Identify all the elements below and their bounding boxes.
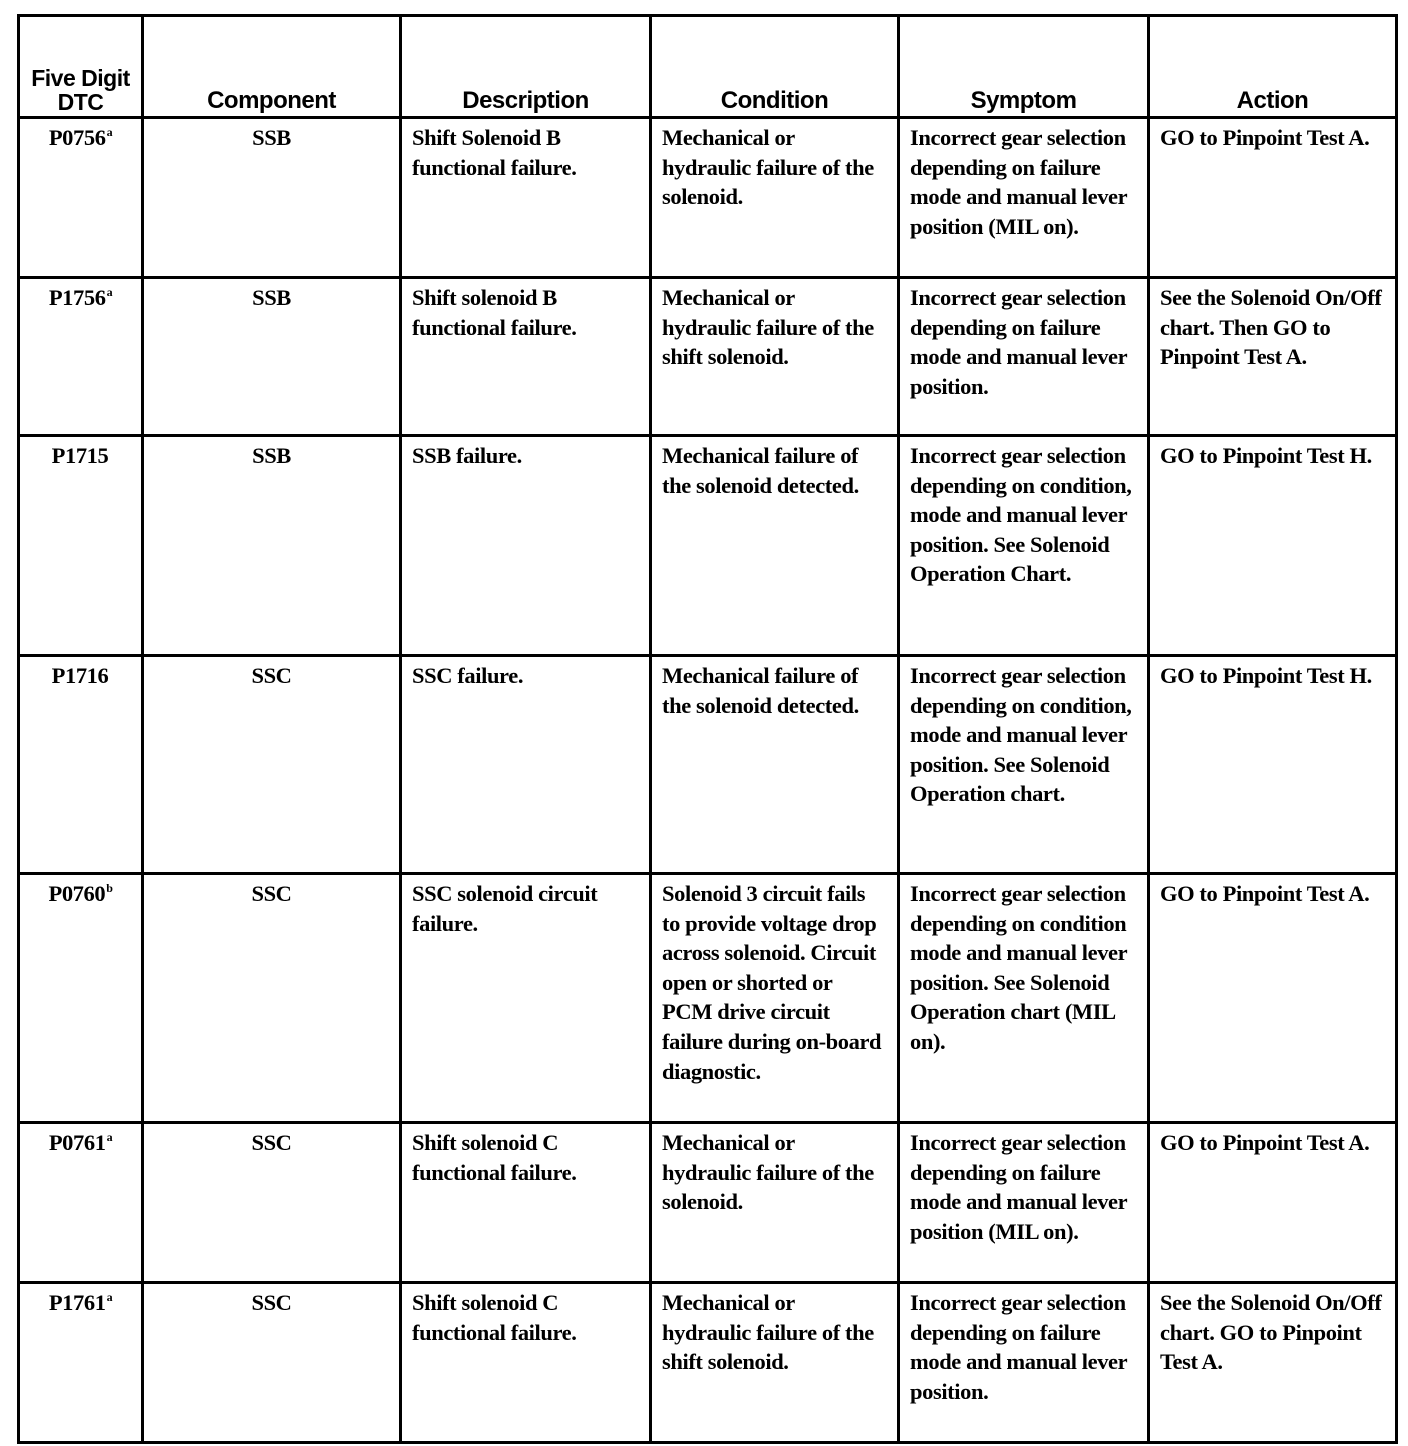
table-row	[19, 1123, 1397, 1283]
header-component: Component	[143, 16, 401, 118]
table-row	[19, 656, 1397, 874]
dtc-code: P0760	[48, 881, 106, 906]
action-cell: See the Solenoid On/Off chart. GO to Pinpoint Test A.	[1149, 1283, 1397, 1443]
footnote-marker: a	[106, 1130, 113, 1144]
symptom-cell: Incorrect gear selection depending on condition mode and manual lever position. See Solenoid Operation chart (MIL on).	[899, 874, 1149, 1123]
dtc-code: P1756	[48, 285, 106, 310]
condition-cell: Mechanical or hydraulic failure of the shift solenoid.	[651, 278, 899, 436]
description-cell: Shift Solenoid B functional failure.	[401, 118, 651, 278]
dtc-cell	[19, 436, 143, 656]
symptom-cell: Incorrect gear selection depending on failure mode and manual lever position.	[899, 278, 1149, 436]
dtc-cell	[19, 118, 143, 278]
table-row	[19, 118, 1397, 278]
dtc-code: P1716	[51, 663, 109, 688]
condition-cell: Mechanical or hydraulic failure of the solenoid.	[651, 1123, 899, 1283]
action-cell: GO to Pinpoint Test H.	[1149, 436, 1397, 656]
component-cell: SSC	[143, 874, 401, 1123]
description-cell: Shift solenoid B functional failure.	[401, 278, 651, 436]
symptom-cell: Incorrect gear selection depending on failure mode and manual lever position.	[899, 1283, 1149, 1443]
symptom-cell: Incorrect gear selection depending on condition, mode and manual lever position. See Solenoid Operation chart.	[899, 656, 1149, 874]
description-cell: SSC solenoid circuit failure.	[401, 874, 651, 1123]
dtc-table	[17, 14, 1398, 1444]
component-cell: SSB	[143, 436, 401, 656]
symptom-cell: Incorrect gear selection depending on condition, mode and manual lever position. See Solenoid Operation Chart.	[899, 436, 1149, 656]
condition-cell: Mechanical or hydraulic failure of the shift solenoid.	[651, 1283, 899, 1443]
symptom-cell: Incorrect gear selection depending on failure mode and manual lever position (MIL on).	[899, 1123, 1149, 1283]
footnote-marker: b	[106, 881, 113, 895]
component-cell: SSC	[143, 1283, 401, 1443]
footnote-marker: a	[106, 125, 113, 139]
description-cell: Shift solenoid C functional failure.	[401, 1123, 651, 1283]
condition-cell: Mechanical failure of the solenoid detected.	[651, 656, 899, 874]
condition-cell: Mechanical failure of the solenoid detected.	[651, 436, 899, 656]
dtc-code: P1715	[51, 443, 109, 468]
dtc-code: P1761	[48, 1290, 106, 1315]
component-cell: SSC	[143, 1123, 401, 1283]
header-action: Action	[1149, 16, 1397, 118]
dtc-cell	[19, 1283, 143, 1443]
table-row	[19, 436, 1397, 656]
action-cell: GO to Pinpoint Test A.	[1149, 118, 1397, 278]
action-cell: GO to Pinpoint Test H.	[1149, 656, 1397, 874]
table-row	[19, 1283, 1397, 1443]
dtc-cell	[19, 656, 143, 874]
footnote-marker: a	[106, 1290, 113, 1304]
header-symptom: Symptom	[899, 16, 1149, 118]
component-cell: SSC	[143, 656, 401, 874]
footnote-marker: a	[106, 285, 113, 299]
dtc-cell	[19, 1123, 143, 1283]
condition-cell: Mechanical or hydraulic failure of the solenoid.	[651, 118, 899, 278]
dtc-cell	[19, 278, 143, 436]
header-description: Description	[401, 16, 651, 118]
component-cell: SSB	[143, 118, 401, 278]
component-cell: SSB	[143, 278, 401, 436]
action-cell: See the Solenoid On/Off chart. Then GO to Pinpoint Test A.	[1149, 278, 1397, 436]
dtc-code: P0761	[48, 1130, 106, 1155]
condition-cell: Solenoid 3 circuit fails to provide voltage drop across solenoid. Circuit open or shorted or PCM drive circuit failure during on-board diagnostic.	[651, 874, 899, 1123]
description-cell: SSB failure.	[401, 436, 651, 656]
description-cell: SSC failure.	[401, 656, 651, 874]
dtc-cell	[19, 874, 143, 1123]
action-cell: GO to Pinpoint Test A.	[1149, 1123, 1397, 1283]
header-five-digit-dtc: Five Digit DTC	[19, 16, 143, 118]
symptom-cell: Incorrect gear selection depending on failure mode and manual lever position (MIL on).	[899, 118, 1149, 278]
action-cell: GO to Pinpoint Test A.	[1149, 874, 1397, 1123]
table-row	[19, 278, 1397, 436]
dtc-code: P0756	[48, 125, 106, 150]
header-row	[19, 16, 1397, 118]
description-cell: Shift solenoid C functional failure.	[401, 1283, 651, 1443]
header-condition: Condition	[651, 16, 899, 118]
table-row	[19, 874, 1397, 1123]
